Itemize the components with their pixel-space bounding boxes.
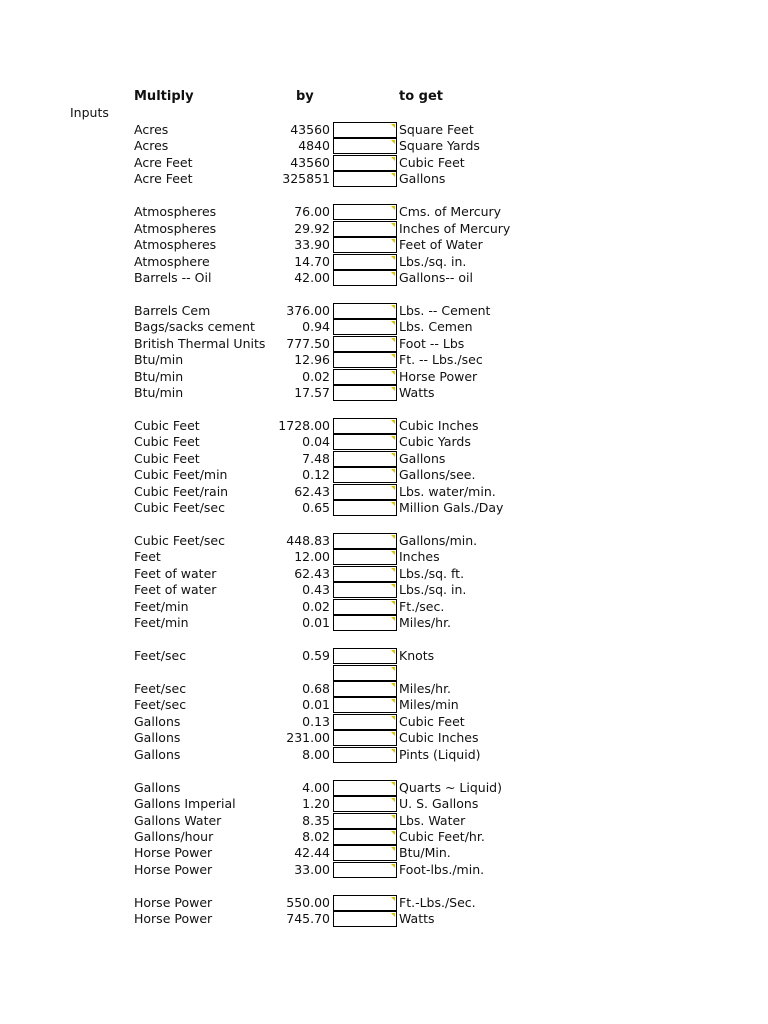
- conversion-factor: 62.43: [294, 483, 330, 499]
- conversion-factor: 1.20: [302, 796, 330, 811]
- conversion-row: [0, 221, 768, 237]
- unit-from: Btu/min: [134, 368, 184, 384]
- conversion-factor: 448.83: [286, 533, 330, 548]
- unit-to: Lbs. water/min.: [399, 483, 496, 499]
- input-cell[interactable]: [333, 533, 397, 549]
- unit-to: Foot-lbs./min.: [399, 861, 485, 877]
- conversion-factor: 8.35: [302, 812, 330, 828]
- unit-from: Feet of water: [134, 565, 217, 581]
- unit-to: Lbs. Cemen: [399, 319, 473, 335]
- conversion-factor: 43560: [290, 154, 330, 170]
- unit-from: Feet of water: [134, 582, 217, 598]
- conversion-factor: 777.50: [286, 335, 330, 351]
- input-cell[interactable]: [333, 648, 397, 664]
- conversion-row: [0, 303, 768, 319]
- input-cell[interactable]: [333, 155, 397, 171]
- input-cell[interactable]: [333, 615, 397, 631]
- unit-to: Horse Power: [399, 368, 478, 384]
- unit-to: Miles/hr.: [399, 615, 452, 631]
- unit-to: Watts: [399, 911, 435, 927]
- input-cell[interactable]: [333, 697, 397, 713]
- input-cell[interactable]: [333, 829, 397, 845]
- conversion-factor: 0.43: [302, 582, 330, 598]
- conversion-row: [0, 697, 768, 713]
- conversion-factor: 8.00: [302, 746, 330, 762]
- unit-from: Gallons: [134, 713, 181, 729]
- input-cell[interactable]: [333, 270, 397, 286]
- unit-from: Atmospheres: [134, 237, 217, 253]
- conversion-row: [0, 336, 768, 352]
- conversion-row: [0, 780, 768, 796]
- unit-from: Cubic Feet: [134, 417, 200, 433]
- unit-to: Ft.-Lbs./Sec.: [399, 894, 476, 910]
- input-cell[interactable]: [333, 813, 397, 829]
- unit-to: Lbs./sq. in.: [399, 582, 467, 598]
- conversion-row: [0, 813, 768, 829]
- conversion-factor: 33.00: [294, 861, 330, 877]
- conversion-row: [0, 681, 768, 697]
- unit-from: Cubic Feet/sec: [134, 500, 225, 516]
- conversion-factor: 42.00: [294, 270, 330, 285]
- conversion-row: [0, 862, 768, 878]
- unit-to: Cms. of Mercury: [399, 204, 502, 220]
- conversion-factor: 29.92: [294, 220, 330, 236]
- unit-from: Barrels Cem: [134, 302, 211, 318]
- conversion-row: [0, 566, 768, 582]
- unit-from: Acre Feet: [134, 154, 193, 170]
- unit-from: Cubic Feet/min: [134, 467, 228, 483]
- input-cell[interactable]: [333, 204, 397, 220]
- header-multiply: Multiply: [134, 89, 194, 104]
- input-cell[interactable]: [333, 467, 397, 483]
- unit-from: Horse Power: [134, 894, 213, 910]
- input-cell[interactable]: [333, 319, 397, 335]
- unit-from: Bags/sacks cement: [134, 319, 255, 335]
- unit-from: Horse Power: [134, 861, 213, 877]
- conversion-row: [0, 369, 768, 385]
- conversion-row: [0, 665, 768, 681]
- unit-from: Acre Feet: [134, 171, 193, 187]
- header-by: by: [296, 89, 314, 104]
- input-cell[interactable]: [333, 237, 397, 253]
- unit-to: Lbs./sq. in.: [399, 253, 467, 269]
- unit-from: Cubic Feet: [134, 434, 200, 450]
- unit-to: Watts: [399, 385, 435, 400]
- unit-to: Cubic Feet: [399, 713, 465, 729]
- unit-from: Atmospheres: [134, 220, 217, 236]
- input-cell[interactable]: [333, 500, 397, 516]
- conversion-factor: 4.00: [302, 779, 330, 795]
- unit-to: Ft./sec.: [399, 598, 445, 614]
- unit-from: Acres: [134, 122, 169, 137]
- unit-to: Inches: [399, 549, 440, 565]
- conversion-row: [0, 319, 768, 335]
- input-cell[interactable]: [333, 254, 397, 270]
- conversion-row: [0, 549, 768, 565]
- unit-from: Cubic Feet/sec: [134, 533, 225, 548]
- input-cell[interactable]: [333, 549, 397, 565]
- conversion-factor: 8.02: [302, 828, 330, 844]
- unit-from: Feet/min: [134, 598, 189, 614]
- conversion-factor: 0.13: [302, 713, 330, 729]
- conversion-factor: 0.59: [302, 648, 330, 664]
- unit-to: Miles/min: [399, 697, 459, 713]
- conversion-row: [0, 730, 768, 746]
- input-cell[interactable]: [333, 911, 397, 927]
- conversion-factor: 0.01: [302, 697, 330, 713]
- input-cell[interactable]: [333, 665, 397, 681]
- unit-to: Lbs. -- Cement: [399, 302, 491, 318]
- conversion-factor: 0.94: [302, 319, 330, 335]
- conversion-row: [0, 254, 768, 270]
- conversion-row: [0, 155, 768, 171]
- unit-to: Cubic Inches: [399, 417, 479, 433]
- unit-to: Million Gals./Day: [399, 500, 504, 516]
- input-cell[interactable]: [333, 681, 397, 697]
- unit-to: Cubic Yards: [399, 434, 471, 450]
- unit-from: Feet/sec: [134, 648, 187, 664]
- conversion-row: [0, 138, 768, 154]
- input-cell[interactable]: [333, 122, 397, 138]
- unit-to: Gallons/min.: [399, 533, 478, 548]
- input-cell[interactable]: [333, 369, 397, 385]
- conversion-factor: 4840: [298, 138, 330, 154]
- unit-to: Gallons: [399, 450, 446, 466]
- input-cell[interactable]: [333, 796, 397, 812]
- unit-to: U. S. Gallons: [399, 796, 479, 811]
- input-cell[interactable]: [333, 845, 397, 861]
- unit-from: Gallons: [134, 779, 181, 795]
- input-cell[interactable]: [333, 138, 397, 154]
- input-cell[interactable]: [333, 451, 397, 467]
- input-cell[interactable]: [333, 714, 397, 730]
- conversion-row: [0, 648, 768, 664]
- unit-from: British Thermal Units: [134, 335, 266, 351]
- unit-from: Btu/min: [134, 385, 184, 400]
- conversion-row: [0, 845, 768, 861]
- unit-from: Feet/sec: [134, 697, 187, 713]
- conversion-row: [0, 615, 768, 631]
- conversion-factor: 14.70: [294, 253, 330, 269]
- conversion-row: [0, 237, 768, 253]
- unit-from: Horse Power: [134, 911, 213, 927]
- input-cell[interactable]: [333, 780, 397, 796]
- unit-to: Feet of Water: [399, 237, 483, 253]
- input-cell[interactable]: [333, 862, 397, 878]
- unit-to: Cubic Inches: [399, 730, 479, 746]
- conversion-factor: 0.04: [302, 434, 330, 450]
- unit-from: Atmosphere: [134, 253, 210, 269]
- conversion-row: [0, 204, 768, 220]
- input-cell[interactable]: [333, 582, 397, 598]
- input-cell[interactable]: [333, 484, 397, 500]
- input-cell[interactable]: [333, 599, 397, 615]
- input-cell[interactable]: [333, 221, 397, 237]
- conversion-factor: 12.96: [294, 352, 330, 368]
- unit-from: Feet: [134, 549, 161, 565]
- unit-to: Inches of Mercury: [399, 220, 511, 236]
- conversion-row: [0, 747, 768, 763]
- unit-from: Gallons: [134, 730, 181, 746]
- conversion-factor: 76.00: [294, 204, 330, 220]
- conversion-row: [0, 500, 768, 516]
- conversion-row: [0, 911, 768, 927]
- input-cell[interactable]: [333, 352, 397, 368]
- conversion-factor: 0.12: [302, 467, 330, 483]
- conversion-factor: 0.02: [302, 368, 330, 384]
- conversion-factor: 0.68: [302, 681, 330, 696]
- unit-to: Gallons: [399, 171, 446, 187]
- unit-from: Btu/min: [134, 352, 184, 368]
- conversion-row: [0, 434, 768, 450]
- unit-from: Feet/sec: [134, 681, 187, 696]
- unit-from: Barrels -- Oil: [134, 270, 212, 285]
- unit-to: Square Feet: [399, 122, 474, 137]
- conversion-row: [0, 270, 768, 286]
- input-cell[interactable]: [333, 303, 397, 319]
- conversion-row: [0, 122, 768, 138]
- unit-to: Gallons/see.: [399, 467, 476, 483]
- unit-from: Feet/min: [134, 615, 189, 631]
- conversion-factor: 0.65: [302, 500, 330, 516]
- unit-from: Gallons Water: [134, 812, 222, 828]
- conversion-row: [0, 352, 768, 368]
- conversion-row: [0, 714, 768, 730]
- unit-to: Lbs./sq. ft.: [399, 565, 465, 581]
- unit-to: Quarts ~ Liquid): [399, 779, 502, 795]
- conversion-row: [0, 582, 768, 598]
- unit-to: Knots: [399, 648, 435, 664]
- conversion-factor: 42.44: [294, 845, 330, 861]
- unit-to: Miles/hr.: [399, 681, 452, 696]
- conversion-factor: 12.00: [294, 549, 330, 565]
- unit-to: Lbs. Water: [399, 812, 466, 828]
- conversion-factor: 1728.00: [278, 417, 330, 433]
- conversion-row: [0, 385, 768, 401]
- conversion-factor: 0.02: [302, 598, 330, 614]
- unit-to: Cubic Feet: [399, 154, 465, 170]
- unit-to: Ft. -- Lbs./sec: [399, 352, 483, 368]
- conversion-factor: 7.48: [302, 450, 330, 466]
- unit-to: Square Yards: [399, 138, 480, 154]
- header-to-get: to get: [399, 89, 444, 104]
- input-cell[interactable]: [333, 385, 397, 401]
- unit-from: Cubic Feet/rain: [134, 483, 229, 499]
- conversion-row: [0, 418, 768, 434]
- conversion-row: [0, 796, 768, 812]
- unit-to: Btu/Min.: [399, 845, 451, 861]
- conversion-row: [0, 484, 768, 500]
- conversion-factor: 17.57: [294, 385, 330, 400]
- conversion-row: [0, 451, 768, 467]
- inputs-label: Inputs: [70, 105, 109, 120]
- input-cell[interactable]: [333, 730, 397, 746]
- input-cell[interactable]: [333, 418, 397, 434]
- unit-to: Pints (Liquid): [399, 746, 481, 762]
- conversion-row: [0, 467, 768, 483]
- input-cell[interactable]: [333, 895, 397, 911]
- conversion-row: [0, 895, 768, 911]
- unit-from: Atmospheres: [134, 204, 217, 220]
- conversion-row: [0, 171, 768, 187]
- input-cell[interactable]: [333, 336, 397, 352]
- conversion-row: [0, 829, 768, 845]
- unit-from: Gallons/hour: [134, 828, 214, 844]
- conversion-factor: 745.70: [286, 911, 330, 927]
- unit-to: Cubic Feet/hr.: [399, 828, 485, 844]
- conversion-factor: 376.00: [286, 302, 330, 318]
- unit-from: Cubic Feet: [134, 450, 200, 466]
- conversion-factor: 550.00: [286, 894, 330, 910]
- conversion-factor: 62.43: [294, 565, 330, 581]
- conversion-row: [0, 533, 768, 549]
- conversion-row: [0, 599, 768, 615]
- input-cell[interactable]: [333, 434, 397, 450]
- input-cell[interactable]: [333, 566, 397, 582]
- conversion-factor: 43560: [290, 122, 330, 137]
- unit-to: Foot -- Lbs: [399, 335, 465, 351]
- conversion-factor: 325851: [282, 171, 330, 187]
- unit-from: Horse Power: [134, 845, 213, 861]
- conversion-factor: 33.90: [294, 237, 330, 253]
- input-cell[interactable]: [333, 747, 397, 763]
- unit-from: Gallons: [134, 746, 181, 762]
- conversion-factor: 231.00: [286, 730, 330, 746]
- unit-from: Gallons Imperial: [134, 796, 236, 811]
- unit-from: Acres: [134, 138, 169, 154]
- conversion-factor: 0.01: [302, 615, 330, 631]
- input-cell[interactable]: [333, 171, 397, 187]
- unit-to: Gallons-- oil: [399, 270, 473, 285]
